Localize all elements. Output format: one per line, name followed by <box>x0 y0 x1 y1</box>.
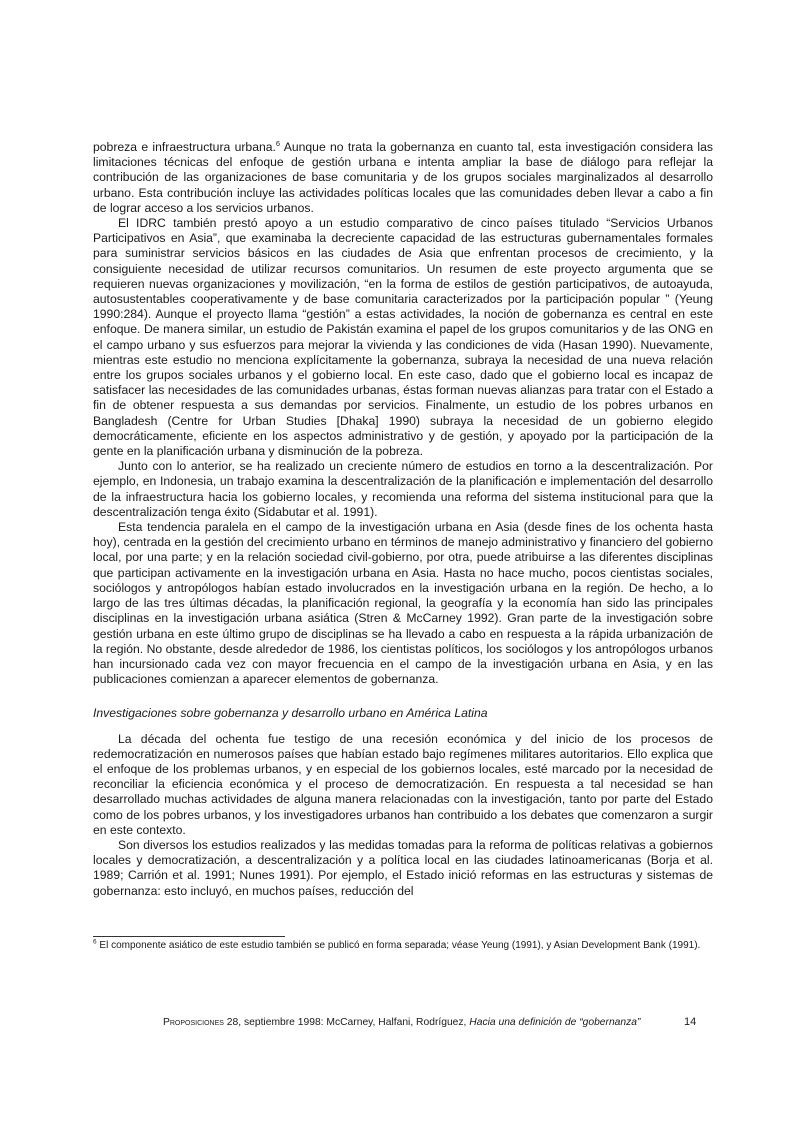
main-text <box>93 140 713 899</box>
paragraph-1-rest: Aunque no trata la gobernanza en cuanto tal, esta investigación considera las limitaciones técnicas del enfoque de gestión urbana e intenta ampliar la base de diálogo para reflejar la contribución de las organizaciones de base comunitaria y de los grupos sociales marginalizados al desarrollo urbano. Esta contribución incluye las actividades políticas locales que las comunidades deben llevar a cabo a fin de lograr acceso a los servicios urbanos. <box>93 140 713 215</box>
page-footer <box>163 1016 703 1029</box>
paragraph-6: Son diversos los estudios realizados y las medidas tomadas para la reforma de políticas relativas a gobiernos locales y democratización, a descentralización y a política local en las ciudades latinoamericanas (Borja et al. 1989; Carrión et al. 1991; Nunes 1991). Por ejemplo, el Estado inició reformas en las estructuras y sistemas de gobernanza: esto incluyó, en muchos países, reducción del <box>93 837 713 898</box>
page-number: 14 <box>684 1016 697 1028</box>
paragraph-1 <box>93 140 713 216</box>
footnote-marker: 6 <box>93 938 97 946</box>
paragraph-5: La década del ochenta fue testigo de una recesión económica y del inicio de los procesos de redemocratización en numerosos países que habían estado bajo regímenes militares autoritarios. Ello explica que el enfoque de los problemas urbanos, y en especial de los gobiernos locales, esté marcado por la necesidad de reconciliar la eficiencia económica y el proceso de democratización. En respuesta a tal necesidad se han desarrollado muchas actividades de alguna manera relacionadas con la investigación, tanto por parte del Estado como de los pobres urbanos, y los investigadores urbanos han contribuido a los debates que comenzaron a surgir en este contexto. <box>93 731 713 837</box>
footnote-reference[interactable]: 6 <box>275 138 281 148</box>
footnote <box>93 940 713 953</box>
section-heading: Investigaciones sobre gobernanza y desarrollo urbano en América Latina <box>93 706 488 721</box>
footnote-divider <box>93 936 285 937</box>
paragraph-4: Esta tendencia paralela en el campo de la investigación urbana en Asia (desde fines de los ochenta hasta hoy), centrada en la gestión del crecimiento urbano en términos de manejo administrativo y financiero del gobierno local, por una parte; y en la relación sociedad civil-gobierno, por otra, puede atribuirse a las diferentes disciplinas que participan activamente en la investigación urbana en Asia. Hasta no hace mucho, pocos cientistas sociales, sociólogos y antropólogos habían estado involucrados en la investigación urbana en la región. De hecho, a lo largo de las tres últimas décadas, la planificación regional, la geografía y la economía han sido las principales disciplinas en la investigación urbana asiática (Stren & McCarney 1992). Gran parte de la investigación sobre gestión urbana en este último grupo de disciplinas se ha llevado a cabo en respuesta a la rápida urbanización de la región. No obstante, desde alrededor de 1986, los cientistas políticos, los sociólogos y los antropólogos urbanos han incursionado cada vez con mayor frecuencia en el campo de la investigación urbana en Asia, y en las publicaciones comienzan a aparecer elementos de gobernanza. <box>93 520 713 687</box>
footer-journal-name: Proposiciones <box>163 1017 224 1028</box>
paragraph-1-start: pobreza e infraestructura urbana. <box>93 140 276 154</box>
footer-article-title: Hacia una definición de “gobernanza” <box>469 1017 641 1028</box>
footnote-text: El componente asiático de este estudio también se publicó en forma separada; véase Yeung (1991), y Asian Development Bank (1991). <box>96 940 701 951</box>
footer-issue-info: 28, septiembre 1998: McCarney, Halfani, Rodríguez, <box>223 1017 470 1028</box>
paragraph-2: El IDRC también prestó apoyo a un estudio comparativo de cinco países titulado “Servicios Urbanos Participativos en Asia”, que examinaba la decreciente capacidad de las estructuras gubernamentales formales para suministrar servicios básicos en las ciudades de Asia que enfrentan procesos de crecimiento, y la consiguiente necesidad de utilizar recursos comunitarios. Un resumen de este proyecto argumenta que se requieren nuevas organizaciones y movilización, “en la forma de estilos de gestión participativos, de autoayuda, autosustentables cooperativamente y de base comunitaria caracterizados por la participación popular ” (Yeung 1990:284). Aunque el proyecto llama “gestión” a estas actividades, la noción de gobernanza es central en este enfoque. De manera similar, un estudio de Pakistán examina el papel de los grupos comunitarios y de las ONG en el campo urbano y sus esfuerzos para mejorar la vivienda y las condiciones de vida (Hasan 1990). Nuevamente, mientras este estudio no menciona explícitamente la gobernanza, subraya la necesidad de una nueva relación entre los grupos sociales urbanos y el gobierno local. En este caso, dado que el gobierno local es incapaz de satisfacer las necesidades de las comunidades urbanas, éstas forman nuevas alianzas para tratar con el Estado a fin de obtener respuesta a sus demandas por servicios. Finalmente, un estudio de los pobres urbanos en Bangladesh (Centre for Urban Studies [Dhaka] 1990) subraya la necesidad de un gobierno elegido democráticamente, eficiente en los aspectos administrativo y de gestión, y apoyado por la participación de la gente en la planificación urbana y disminución de la pobreza. <box>93 216 713 459</box>
paragraph-3: Junto con lo anterior, se ha realizado un creciente número de estudios en torno a la descentralización. Por ejemplo, en Indonesia, un trabajo examina la descentralización de la planificación e implementación del desarrollo de la infraestructura hacia los gobierno locales, y recomienda una reforma del sistema institucional para que la descentralización tenga éxito (Sidabutar et al. 1991). <box>93 459 713 519</box>
